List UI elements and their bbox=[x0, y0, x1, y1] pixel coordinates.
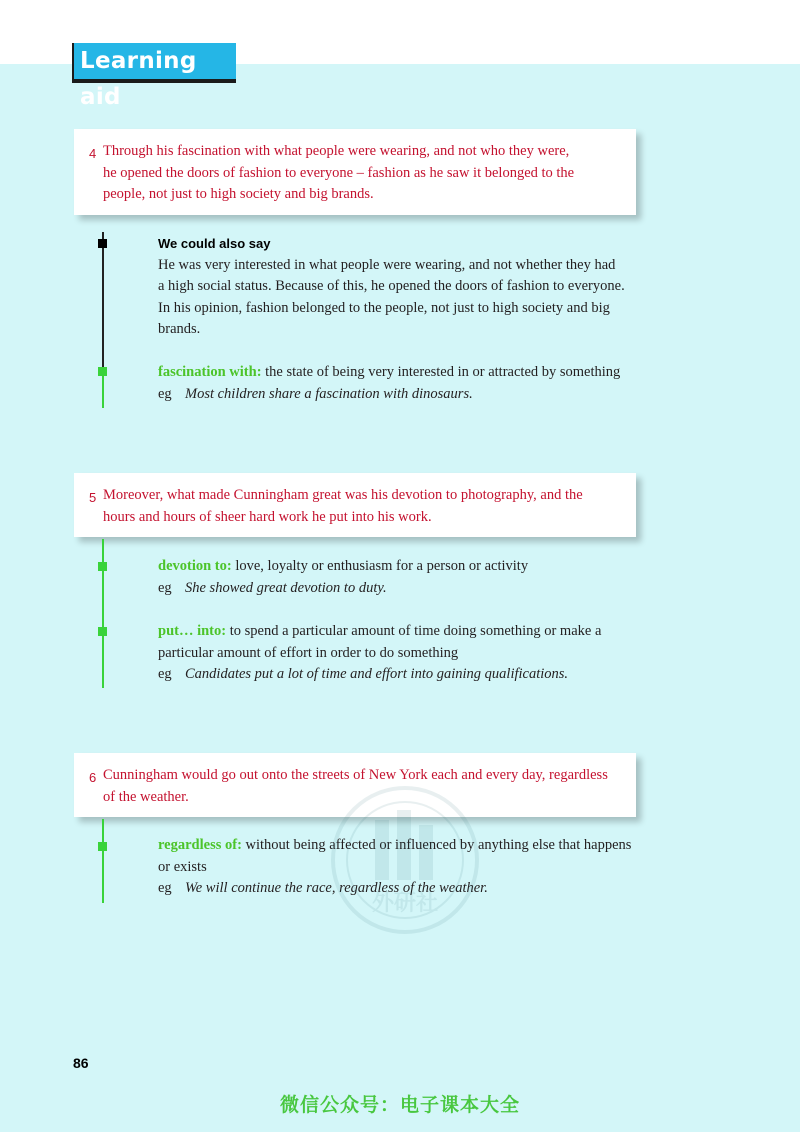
quote-text bbox=[103, 485, 616, 528]
vocab-example: Candidates put a lot of time and effort into gaining qualifications. bbox=[185, 666, 569, 682]
watermark-text: 外研社 bbox=[371, 891, 439, 916]
eg-label: eg bbox=[158, 666, 172, 682]
vocab-definition-cont: or exists bbox=[158, 858, 207, 875]
quote-box-5 bbox=[74, 473, 636, 537]
also-say-block bbox=[158, 233, 638, 341]
vocab-term: regardless of: bbox=[158, 837, 242, 853]
quote-text bbox=[103, 141, 616, 206]
vocab-definition-cont: particular amount of effort in order to do something bbox=[158, 644, 459, 661]
also-say-heading: We could also say bbox=[158, 236, 271, 251]
quote-line: Cunningham would go out onto the streets of New York each and every day, regardless bbox=[103, 767, 608, 783]
vocab-definition: to spend a particular amount of time doing something or make a bbox=[226, 623, 602, 639]
timeline-line bbox=[102, 819, 104, 903]
quote-line: of the weather. bbox=[103, 788, 189, 805]
vocab-example: We will continue the race, regardless of the weather. bbox=[185, 880, 488, 896]
vocab-definition: without being affected or influenced by anything else that happens bbox=[241, 837, 632, 853]
quote-line: hours and hours of sheer hard work he put into his work. bbox=[103, 508, 432, 525]
vocab-definition: love, loyalty or enthusiasm for a person or activity bbox=[231, 558, 529, 574]
quote-line: Through his fascination with what people were wearing, and not who they were, bbox=[103, 143, 570, 159]
vocab-term: fascination with: bbox=[158, 364, 262, 380]
bullet-square bbox=[98, 842, 107, 851]
timeline-line bbox=[102, 232, 104, 370]
quote-line: people, not just to high society and big brands. bbox=[103, 186, 374, 202]
bullet-square bbox=[98, 562, 107, 571]
section-header-tag bbox=[72, 43, 236, 110]
vocab-example: She showed great devotion to duty. bbox=[185, 579, 387, 596]
eg-label: eg bbox=[158, 579, 172, 596]
quote-line: he opened the doors of fashion to everyone – fashion as he saw it belonged to the bbox=[103, 164, 575, 181]
publisher-seal-watermark bbox=[325, 775, 485, 955]
bullet-square bbox=[98, 367, 107, 376]
eg-label: eg bbox=[158, 880, 172, 896]
quote-line: Moreover, what made Cunningham great was his devotion to photography, and the bbox=[103, 487, 583, 503]
quote-box-4 bbox=[74, 129, 636, 215]
footer-caption: 微信公众号：电子课本大全 bbox=[279, 1094, 520, 1116]
also-say-line: In his opinion, fashion belonged to the people, not just to high society and big bbox=[158, 299, 610, 316]
section-header-title: Learning aid bbox=[74, 43, 236, 79]
also-say-line: He was very interested in what people were wearing, and not whether they had bbox=[158, 256, 616, 273]
bullet-square bbox=[98, 239, 107, 248]
vocab-definition: the state of being very interested in or attracted by something bbox=[261, 364, 621, 380]
quote-number: 4 bbox=[89, 146, 97, 161]
vocab-term: devotion to: bbox=[158, 558, 232, 574]
page-number: 86 bbox=[73, 1055, 89, 1071]
vocab-term: put… into: bbox=[158, 623, 227, 639]
vocab-entry bbox=[158, 556, 638, 599]
vocab-example: Most children share a fascination with dinosaurs. bbox=[185, 385, 473, 402]
also-say-line: a high social status. Because of this, he opened the doors of fashion to everyone. bbox=[158, 278, 625, 294]
vocab-entry bbox=[158, 362, 638, 405]
vocab-entry bbox=[158, 621, 638, 686]
bullet-square bbox=[98, 627, 107, 636]
also-say-line: brands. bbox=[158, 321, 201, 337]
eg-label: eg bbox=[158, 385, 172, 402]
quote-number: 5 bbox=[89, 490, 97, 505]
quote-number: 6 bbox=[89, 770, 97, 785]
